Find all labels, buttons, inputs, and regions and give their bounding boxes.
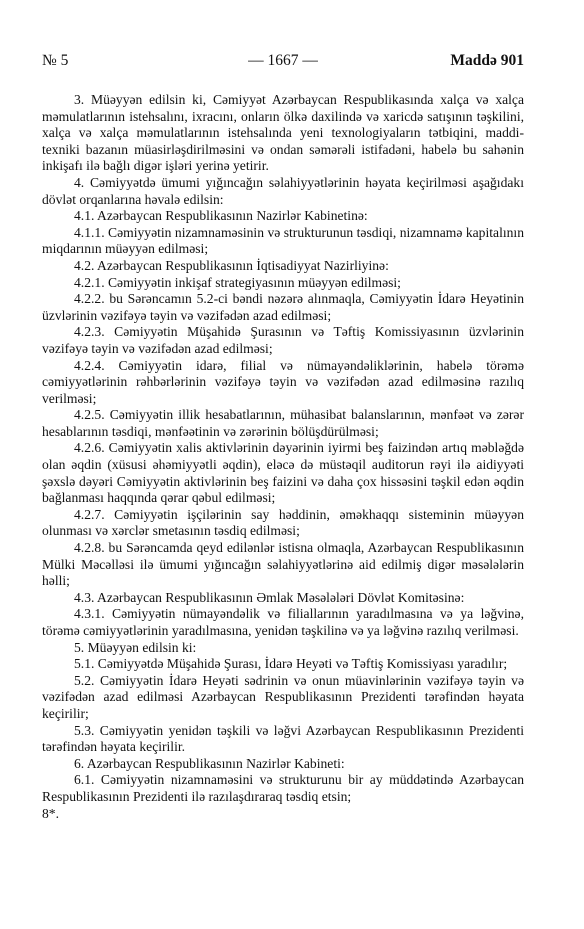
page-number: — 1667 — [248, 52, 318, 69]
paragraph: 4.1.1. Cəmiyyətin nizamnaməsinin və strukturunun təsdiqi, nizamnamə kapitalının miqdarının müəyyən edilməsi; [42, 224, 524, 257]
paragraph: 5.3. Cəmiyyətin yenidən təşkili və ləğvi Azərbaycan Respublikasının Prezidenti tərəfindən həyata keçirilir. [42, 722, 524, 755]
document-body [42, 92, 524, 822]
page-header [42, 50, 524, 72]
paragraph: 5.1. Cəmiyyətdə Müşahidə Şurası, İdarə Heyəti və Təftiş Komissiyası yaradılır; [74, 656, 508, 672]
paragraph: 5.2. Cəmiyyətin İdarə Heyəti sədrinin və onun müavinlərinin vəzifəyə təyin və vəzifədən azad edilməsi Azərbaycan Respublikasının Prezidenti tərəfindən həyata keçirilir; [42, 672, 524, 721]
paragraph: 4.2.1. Cəmiyyətin inkişaf strategiyasının müəyyən edilməsi; [74, 274, 401, 290]
paragraph: 6. Azərbaycan Respublikasının Nazirlər Kabineti: [74, 755, 345, 771]
paragraph: 5. Müəyyən edilsin ki: [74, 639, 197, 655]
paragraph: 4.2.2. bu Sərəncamın 5.2-ci bəndi nəzərə alınmaqla, Cəmiyyətin İdarə Heyətinin üzvlərinin vəzifəyə təyin və vəzifədən azad edilməsi; [42, 291, 524, 323]
signature-mark: 8*. [42, 805, 59, 821]
paragraph: 4.1. Azərbaycan Respublikasının Nazirlər Kabinetinə: [74, 208, 368, 224]
paragraph: 4.3. Azərbaycan Respublikasının Əmlak Məsələləri Dövlət Komitəsinə: [74, 589, 465, 605]
paragraph: 4.2. Azərbaycan Respublikasının İqtisadiyyat Nazirliyinə: [74, 257, 389, 273]
paragraph: 4.3.1. Cəmiyyətin nümayəndəlik və filiallarının yaradılmasına və ya ləğvinə, törəmə cəmiyyətlərinin yaradılmasına, yenidən təşkilinə və ya ləğvinə razılıq verilməsi. [42, 606, 524, 638]
article-number: Maddə 901 [450, 52, 524, 69]
paragraph: 4.2.3. Cəmiyyətin Müşahidə Şurasının və Təftiş Komissiyasının üzvlərinin vəzifəyə təyin və vəzifədən azad edilməsi; [42, 324, 524, 356]
paragraph: 3. Müəyyən edilsin ki, Cəmiyyət Azərbaycan Respublikasında xalça və xalça məmulatlarının istehsalını, ixracını, onların ölkə daxilində və xaricdə satışının təşkilini, xalça və xalça məmulatlarının istehsalında yeni texnologiyaların tətbiqini, maddi-texniki bazanın müasirləşdirilməsini və ondan səmərəli istifadəni, habelə bu sahənin inkişafı ilə bağlı digər işləri yerinə yetirir. [42, 92, 524, 174]
issue-number: № 5 [42, 52, 69, 69]
paragraph: 4.2.6. Cəmiyyətin xalis aktivlərinin dəyərinin iyirmi beş faizindən artıq məbləğdə olan əqdin (xüsusi əhəmiyyətli əqdin), eləcə də müstəqil auditorun rəyi ilə aidiyyəti şəxslə dəyəri Cəmiyyətin aktivlərinin beş faizini və daha çox hissəsini təşkil edən əqdin bağlanması haqqında qərar qəbul edilməsi; [42, 440, 524, 506]
paragraph: 4. Cəmiyyətdə ümumi yığıncağın səlahiyyətlərinin həyata keçirilməsi aşağıdakı dövlət orqanlarına həvalə edilsin: [42, 174, 524, 207]
paragraph: 4.2.4. Cəmiyyətin idarə, filial və nümayəndəliklərinin, habelə törəmə cəmiyyətlərinin rəhbərlərinin vəzifəyə təyin və vəzifədən azad edilməsinə razılıq verilməsi; [42, 357, 524, 406]
paragraph: 6.1. Cəmiyyətin nizamnaməsini və strukturunu bir ay müddətində Azərbaycan Respublikasının Prezidenti ilə razılaşdıraraq təsdiq etsin; [42, 772, 524, 804]
paragraph: 4.2.5. Cəmiyyətin illik hesabatlarının, mühasibat balanslarının, mənfəət və zərər hesablarının təsdiqi, mənfəətinin və zərərinin bölüşdürülməsi; [42, 407, 524, 439]
paragraph: 4.2.8. bu Sərəncamda qeyd edilənlər istisna olmaqla, Azərbaycan Respublikasının Mülki Məcəlləsi ilə ümumi yığıncağın səlahiyyətlərinə aid edilmiş digər məsələlərin həlli; [42, 540, 524, 589]
paragraph: 4.2.7. Cəmiyyətin işçilərinin say həddinin, əməkhaqqı sisteminin müəyyən olunması və xərclər smetasının təsdiq edilməsi; [42, 506, 524, 539]
